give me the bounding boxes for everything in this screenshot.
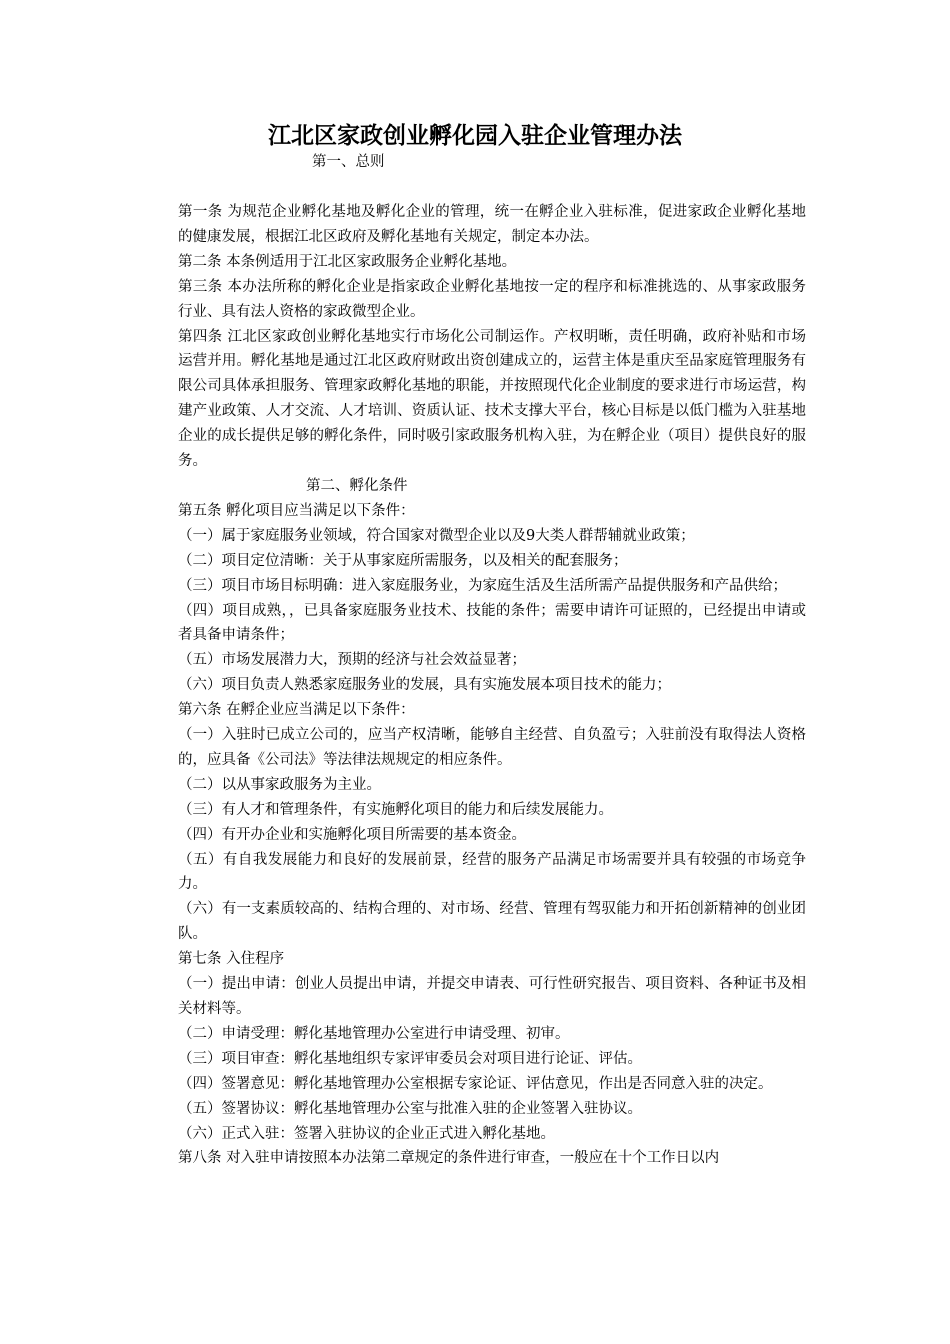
section-heading-general: 第一、总则 bbox=[312, 154, 385, 170]
document-title: 江北区家政创业孵化园入驻企业管理办法 bbox=[268, 122, 682, 149]
list-item: （六）正式入驻：签署入驻协议的企业正式进入孵化基地。 bbox=[178, 1125, 555, 1142]
list-item: （三）有人才和管理条件，有实施孵化项目的能力和后续发展能力。 bbox=[178, 801, 613, 818]
list-item: （四）有开办企业和实施孵化项目所需要的基本资金。 bbox=[178, 826, 526, 843]
article-2: 第二条 本条例适用于江北区家政服务企业孵化基地。 bbox=[178, 253, 517, 270]
article-5: 第五条 孵化项目应当满足以下条件： bbox=[178, 502, 415, 519]
list-item: （一）提出申请：创业人员提出申请，并提交申请表、可行性研究报告、项目资料、各种证书及相关材料等。 bbox=[178, 976, 806, 1017]
list-item: （一）属于家庭服务业领域，符合国家对微型企业以及9大类人群帮辅就业政策； bbox=[178, 527, 695, 544]
article-4: 第四条 江北区家政创业孵化基地实行市场化公司制运作。产权明晰，责任明确，政府补贴和市场运营并用。孵化基地是通过江北区政府财政出资创建成立的，运营主体是重庆至品家庭管理服务有限公司具体承担服务、管理家政孵化基地的职能，并按照现代化企业制度的要求进行市场运营，构建产业政策、人才交流、人才培训、资质认证、技术支撑大平台，核心目标是以低门槛为入驻基地企业的成长提供足够的孵化条件，同时吸引家政服务机构入驻，为在孵企业（项目）提供良好的服务。 bbox=[178, 328, 806, 470]
list-item: （四）项目成熟，，已具备家庭服务业技术、技能的条件；需要申请许可证照的，已经提出申请或者具备申请条件； bbox=[178, 602, 806, 644]
list-item: （三）项目市场目标明确：进入家庭服务业，为家庭生活及生活所需产品提供服务和产品供给； bbox=[178, 577, 787, 594]
document-body bbox=[178, 200, 806, 1171]
article-3: 第三条 本办法所称的孵化企业是指家政企业孵化基地按一定的程序和标准挑选的、从事家政服务行业、具有法人资格的家政微型企业。 bbox=[178, 278, 806, 320]
list-item: （六）项目负责人熟悉家庭服务业的发展，具有实施发展本项目技术的能力； bbox=[178, 677, 671, 694]
list-item: （一）入驻时已成立公司的，应当产权清晰，能够自主经营、自负盈亏；入驻前没有取得法人资格的，应具备《公司法》等法律法规规定的相应条件。 bbox=[178, 727, 806, 768]
list-item: （五）签署协议：孵化基地管理办公室与批准入驻的企业签署入驻协议。 bbox=[178, 1100, 642, 1117]
article-1: 第一条 为规范企业孵化基地及孵化企业的管理，统一在孵企业入驻标准，促进家政企业孵化基地的健康发展，根据江北区政府及孵化基地有关规定，制定本办法。 bbox=[178, 204, 806, 245]
list-item: （二）以从事家政服务为主业。 bbox=[178, 776, 381, 793]
section-heading-conditions: 第二、孵化条件 bbox=[306, 477, 408, 494]
list-item: （三）项目审查：孵化基地组织专家评审委员会对项目进行论证、评估。 bbox=[178, 1050, 642, 1067]
article-7: 第七条 入住程序 bbox=[178, 951, 285, 968]
list-item: （六）有一支素质较高的、结构合理的、对市场、经营、管理有驾驭能力和开拓创新精神的创业团队。 bbox=[178, 901, 806, 943]
list-item: （四）签署意见：孵化基地管理办公室根据专家论证、评估意见，作出是否同意入驻的决定。 bbox=[178, 1075, 773, 1092]
list-item: （二）申请受理：孵化基地管理办公室进行申请受理、初审。 bbox=[178, 1025, 570, 1042]
list-item: （五）有自我发展能力和良好的发展前景，经营的服务产品满足市场需要并具有较强的市场竞争力。 bbox=[178, 851, 806, 893]
list-item: （二）项目定位清晰：关于从事家庭所需服务，以及相关的配套服务； bbox=[178, 552, 628, 569]
article-8: 第八条 对入驻申请按照本办法第二章规定的条件进行审查，一般应在十个工作日以内 bbox=[178, 1150, 720, 1167]
article-6: 第六条 在孵企业应当满足以下条件： bbox=[178, 702, 415, 719]
list-item: （五）市场发展潜力大，预期的经济与社会效益显著； bbox=[178, 652, 526, 669]
